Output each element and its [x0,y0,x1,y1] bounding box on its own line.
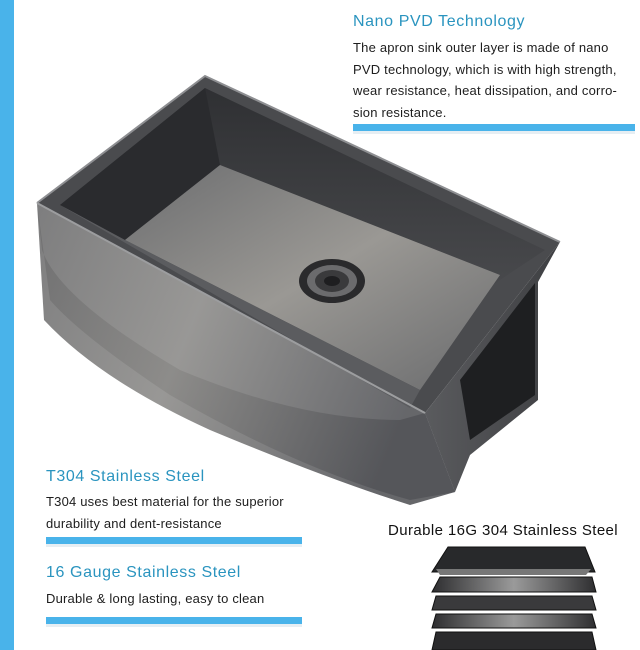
nano-pvd-divider [353,124,635,134]
layer-plate-4 [432,614,596,628]
nano-pvd-line-2: PVD technology, which is with high strength, [353,61,617,77]
steel-layers-icon [432,547,596,650]
drain-icon [299,259,365,303]
layer-plate-1 [432,547,595,575]
layer-plate-3 [432,596,596,610]
gauge-title: 16 Gauge Stainless Steel [46,564,241,581]
t304-line-2: durability and dent-resistance [46,515,222,531]
layer-plate-2 [432,577,596,592]
nano-pvd-line-3: wear resistance, heat dissipation, and corro- [353,83,618,98]
nano-pvd-description [353,37,640,123]
gauge-divider [46,617,302,627]
t304-description [46,491,326,534]
gauge-line-1: Durable & long lasting, easy to clean [46,591,265,606]
t304-title: T304 Stainless Steel [46,468,205,485]
steel-layers-title: Durable 16G 304 Stainless Steel [388,522,619,539]
layer-plate-5 [432,632,596,650]
t304-divider [46,537,302,547]
t304-line-1: T304 uses best material for the superior [46,494,284,509]
nano-pvd-line-1: The apron sink outer layer is made of nano [353,40,609,55]
nano-pvd-line-4: sion resistance. [353,104,447,120]
nano-pvd-title: Nano PVD Technology [353,13,526,30]
gauge-description [46,588,326,610]
farmhouse-sink-icon [37,76,560,505]
